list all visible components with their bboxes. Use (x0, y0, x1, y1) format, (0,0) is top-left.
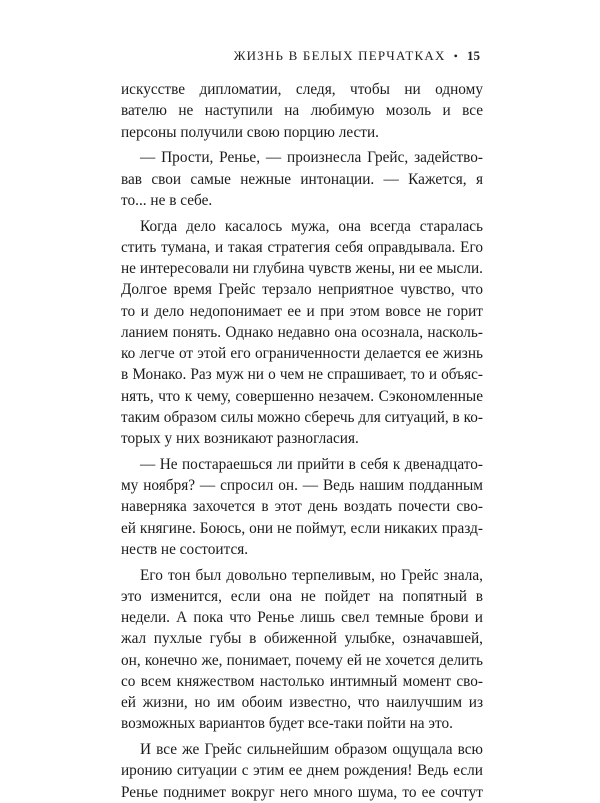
text-line: — Не постараешься ли прийти в себя к двенадцато- (140, 455, 483, 473)
text-line: ко легче от этой его ограниченности делается ее жизнь (121, 345, 483, 362)
text-line: ланием понять. Однако недавно она осознала, насколь- (121, 323, 483, 341)
text-line: — Прости, Ренье, — произнесла Грейс, задейство- (140, 149, 483, 167)
page-number: 15 (467, 48, 480, 63)
text-line: недели. А пока что Ренье лишь свел темные брови и (121, 609, 483, 626)
text-line: то... не в себе. (121, 191, 213, 209)
text-line: иронию ситуации с этим ее днем рождения! Ведь если (121, 762, 483, 780)
text-line: ей жизни, но им обоим известно, что наилучшим из (121, 694, 483, 711)
paragraph-4 (121, 454, 483, 560)
text-line: персоны получили свою порцию лести. (121, 123, 379, 141)
text-line: он, конечно же, понимает, почему ей не хочется делить (121, 651, 483, 669)
text-line: нять, что к чему, совершенно незачем. Сэкономленные (121, 387, 483, 405)
paragraph-1 (121, 79, 483, 143)
paragraph-3 (121, 216, 483, 450)
text-line: стить тумана, и такая стратегия себя оправдывала. Его (121, 238, 483, 256)
text-line: ей княгине. Боюсь, они не поймут, если никаких празд- (121, 519, 483, 537)
paragraph-2 (121, 147, 483, 211)
text-line: вав свои самые нежные интонации. — Кажется, я (121, 170, 483, 188)
text-line: в Монако. Раз муж ни о чем не спрашивает, то и объяс- (121, 366, 483, 384)
text-line: искусстве дипломатии, следя, чтобы ни одному (121, 81, 483, 98)
text-line: со всем княжеством настолько интимный момент сво- (121, 672, 483, 690)
text-line: это изменится, если она не пойдет на попятный в (121, 587, 483, 605)
text-line: возможных вариантов будет все-таки пойти на это. (121, 715, 453, 733)
text-line: не интересовали ни глубина чувств жены, ни ее мысли. (121, 260, 483, 277)
text-line: Долгое время Грейс терзало неприятное чувство, что (121, 281, 483, 299)
text-line: наверняка захочется в этот день воздать почести сво- (121, 498, 483, 516)
text-line: жал пухлые губы в обиженной улыбке, означавшей, (121, 630, 483, 648)
paragraph-5 (121, 565, 483, 735)
running-head (140, 48, 480, 64)
text-line: торых у них возникают разногласия. (121, 430, 359, 447)
running-title: ЖИЗНЬ В БЕЛЫХ ПЕРЧАТКАХ (233, 48, 446, 63)
paragraph-6 (121, 739, 483, 803)
text-line: таким образом силы можно сберечь для ситуаций, в ко- (121, 408, 483, 426)
text-line: му ноября? — спросил он. — Ведь нашим подданным (121, 477, 483, 494)
text-line: Ренье поднимет вокруг него много шума, то ее сочтут (121, 783, 483, 801)
text-line: неств не состоится. (121, 540, 249, 558)
text-line: Когда дело касалось мужа, она всегда старалась (140, 217, 483, 235)
text-line: вателю не наступили на любимую мозоль и все (121, 102, 483, 120)
header-separator: • (453, 49, 459, 63)
text-line: И все же Грейс сильнейшим образом ощущала всю (140, 741, 483, 758)
text-line: то и дело недопонимает ее и при этом вовсе не горит (121, 302, 483, 320)
body-text (121, 79, 483, 803)
text-line: Его тон был довольно терпеливым, но Грейс знала, (140, 566, 483, 584)
